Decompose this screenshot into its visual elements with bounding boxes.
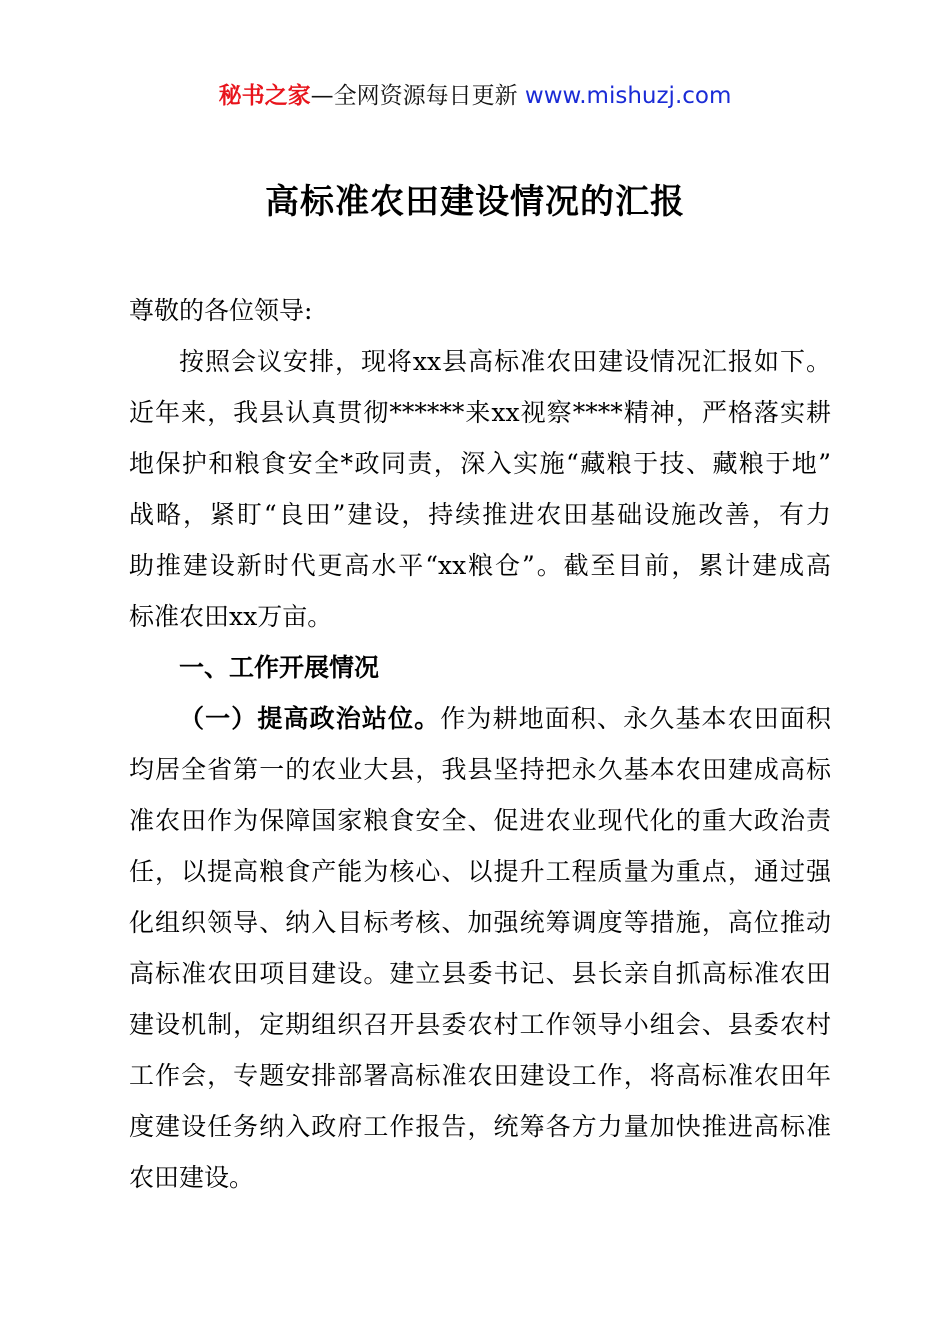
paragraph-line: 农田建设。 [129,1163,255,1192]
paragraph-line: 任，以提高粮食产能为核心、以提升工程质量为重点，通过强 [129,857,831,886]
document-body [129,285,831,1203]
salutation: 尊敬的各位领导: [129,296,313,325]
paragraph-line: 工作会，专题安排部署高标准农田建设工作，将高标准农田年 [129,1061,831,1090]
paragraph-line: 化组织领导、纳入目标考核、加强统筹调度等措施，高位推动 [129,908,831,937]
document-title: 高标准农田建设情况的汇报 [265,182,685,222]
site-slogan: —全网资源每日更新 [310,83,525,109]
paragraph-line: 战略，紧盯“良田”建设，持续推进农田基础设施改善，有力 [129,500,831,529]
subsection-first-line [129,693,831,744]
subsection-lead: （一）提高政治站位。 [179,704,441,733]
paragraph-line: 按照会议安排，现将xx县高标准农田建设情况汇报如下。 [179,347,831,376]
paragraph-line: 度建设任务纳入政府工作报告，统筹各方力量加快推进高标准 [129,1112,831,1141]
paragraph-line: 高标准农田项目建设。建立县委书记、县长亲自抓高标准农田 [129,959,831,988]
paragraph-line: 准农田作为保障国家粮食安全、促进农业现代化的重大政治责 [129,806,831,835]
subsection-first-rest: 作为耕地面积、永久基本农田面积 [440,704,831,733]
paragraph-line: 均居全省第一的农业大县，我县坚持把永久基本农田建成高标 [129,755,831,784]
site-header [0,80,950,112]
section-heading: 一、工作开展情况 [179,653,380,682]
paragraph-line: 地保护和粮食安全*政同责，深入实施“藏粮于技、藏粮于地” [129,449,831,478]
paragraph-line: 建设机制，定期组织召开县委农村工作领导小组会、县委农村 [129,1010,831,1039]
paragraph-line: 标准农田xx万亩。 [129,602,333,631]
site-brand: 秘书之家 [218,83,311,109]
paragraph-line: 近年来，我县认真贯彻******来xx视察****精神，严格落实耕 [129,398,831,427]
site-url[interactable]: www.mishuzj.com [524,83,732,109]
paragraph-line: 助推建设新时代更高水平“xx粮仓”。截至目前，累计建成高 [129,551,831,580]
